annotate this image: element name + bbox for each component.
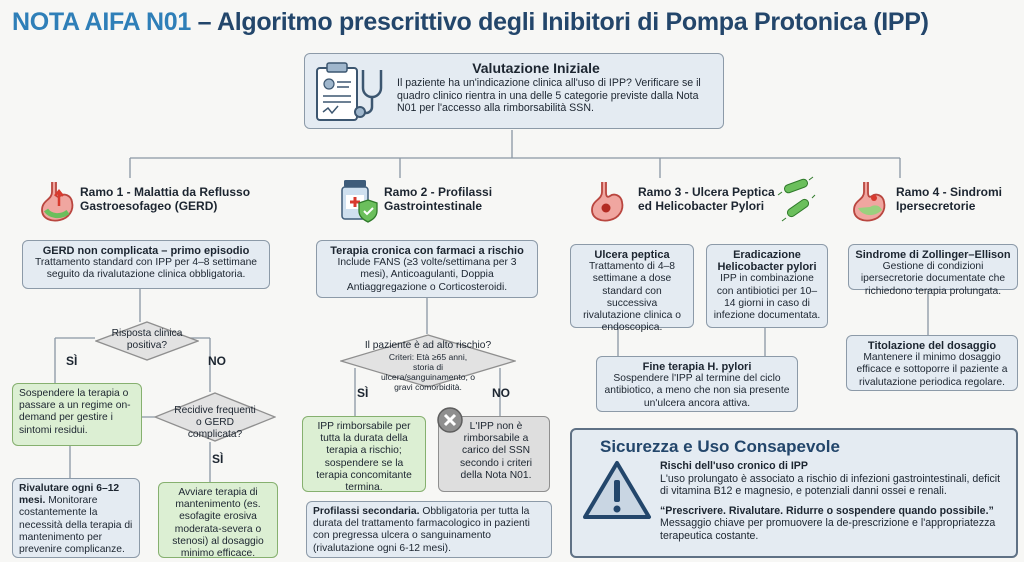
non-rimborsabile-box [438,416,550,492]
pill-bottle-shield-icon [338,178,380,224]
title-prefix: NOTA AIFA N01 [12,8,191,36]
sicurezza-title: Sicurezza e Uso Consapevole [600,437,840,456]
stomach-reflux-icon [38,180,78,224]
rivalutare-text: Monitorare costantemente la necessità della terapia di mantenimento per prevenire complicanze. [19,495,133,556]
stomach-hypersecretion-icon [850,180,890,224]
titolazione-text: Mantenere il minimo dosaggio efficace e sottoporre il paziente a rivalutazione periodica regolare. [856,352,1008,388]
rischi-title: Rischi dell'uso cronico di IPP [660,460,808,472]
eradicazione-text: IPP in combinazione con antibiotici per 10–14 giorni in caso di infezione documentata. [713,273,821,322]
titolazione-title: Titolazione del dosaggio [867,340,997,352]
cross-icon [435,405,465,435]
stomach-ulcer-icon [588,180,630,224]
clipboard-stethoscope-icon [313,60,389,124]
profilassi-secondaria-box [306,501,552,558]
sospendere-text: Sospendere la terapia o passare a un regime on-demand per gestire i sintomi residui. [19,388,131,436]
mantenimento-text: Avviare terapia di mantenimento (es. esofagite erosiva moderata-severa o stenosi) al dosaggio minimo efficace. [172,487,264,560]
valutazione-text: Il paziente ha un'indicazione clinica all'uso di IPP? Verificare se il quadro clinico rientra in una delle 5 categorie previste dalla Nota N01 per l'accesso alla rimborsabilità SSN. [397,77,701,115]
terapia-cronica-text: Include FANS (≥3 volte/settimana per 3 mesi), Anticoagulanti, Doppia Antiaggregazione o Corticosteroidi. [337,257,517,293]
title-rest: – Algoritmo prescrittivo degli Inibitori di Pompa Protonica (IPP) [191,8,929,36]
ipp-rimborsabile-text: IPP rimborsabile per tutta la durata della terapia a rischio; sospendere se la terapia concomitante termina. [316,421,412,494]
decision-recidive-text: Recidive frequenti o GERD complicata? [174,405,256,440]
ulcera-peptica-box [570,244,694,334]
profilassi-secondaria-bold: Profilassi secondaria. [313,506,420,517]
rischi-text: L'uso prolungato è associato a rischio di infezioni gastrointestinali, deficit di vitamina B12 e magnesio, e potenziali danni ossei e renali. [660,472,1001,498]
valutazione-iniziale-box [304,53,724,129]
label-si: SÌ [66,354,78,368]
branch-1-title: Ramo 1 - Malattia da Reflusso Gastroesofageo (GERD) [80,185,251,213]
eradicazione-box [706,244,828,328]
zollinger-box [848,244,1018,297]
valutazione-title: Valutazione Iniziale [472,60,600,76]
criteri-text: Criteri: Età ≥65 anni, storia di ulcera/sanguinamento, o gravi comorbidità. [380,352,476,392]
zollinger-text: Gestione di condizioni ipersecretorie documentate che richiedono terapia prolungata. [860,261,1006,297]
decision-risposta-text: Risposta clinica positiva? [111,328,183,351]
sicurezza-box [570,428,1018,558]
terapia-cronica-title: Terapia cronica con farmaci a rischio [330,245,524,257]
rivalutare-box [12,478,140,558]
non-rimborsabile-text: L'IPP non è rimborsabile a carico del SSN secondo i criteri della Nota N01. [459,421,533,481]
profilassi-secondaria-text: Obbligatoria per tutta la durata del trattamento farmacologico in pazienti con pregressa ulcera o sanguinamento (rivalutazione ogni 6-12 mesi). [313,506,530,554]
gerd-text: Trattamento standard con IPP per 4–8 settimane seguito da rivalutazione clinica obbligatoria. [34,257,258,281]
eradicazione-title: Eradicazione Helicobacter pylori [717,249,817,274]
ulcera-peptica-title: Ulcera peptica [594,249,670,261]
titolazione-box [846,335,1018,391]
rivalutare-bold: Rivalutare ogni 6–12 mesi. [19,483,120,507]
branch-4-title: Ramo 4 - Sindromi Ipersecretorie [896,185,1003,213]
gerd-title: GERD non complicata – primo episodio [42,245,250,257]
branch-2-title: Ramo 2 - Profilassi Gastrointestinale [384,185,493,213]
mantenimento-box [158,482,278,558]
fine-terapia-title: Fine terapia H. pylori [642,361,752,373]
zollinger-title: Sindrome di Zollinger–Ellison [855,249,1011,261]
label-si-2: SÌ [212,452,224,466]
fine-terapia-box [596,356,798,412]
motto-text: “Prescrivere. Rivalutare. Ridurre o sospendere quando possibile.” [660,504,994,517]
terapia-cronica-box [316,240,538,298]
bacteria-icon [776,176,816,222]
label-si-ramo2: SÌ [357,386,369,400]
decision-alto-rischio [340,334,516,392]
ulcera-peptica-text: Trattamento di 4–8 settimane a dose standard con successiva rivalutazione clinica o endoscopica. [583,261,681,334]
ipp-rimborsabile-box [302,416,426,492]
decision-recidive [154,392,276,442]
label-no: NO [208,354,226,368]
decision-alto-rischio-text: Il paziente è ad alto rischio? [364,340,492,351]
gerd-box [22,240,270,289]
fine-terapia-text: Sospendere l'IPP al termine del ciclo antibiotico, a meno che non sia presente un'ulcera ancora attiva. [604,373,790,409]
decision-risposta-clinica [95,321,199,361]
warning-icon [582,460,652,520]
motto-description: Messaggio chiave per promuovere la de-prescrizione e l'appropriatezza terapeutica costante. [660,517,996,542]
sospendere-box [12,383,142,446]
label-no-ramo2: NO [492,386,510,400]
branch-3-title: Ramo 3 - Ulcera Peptica ed Helicobacter Pylori [638,185,775,213]
